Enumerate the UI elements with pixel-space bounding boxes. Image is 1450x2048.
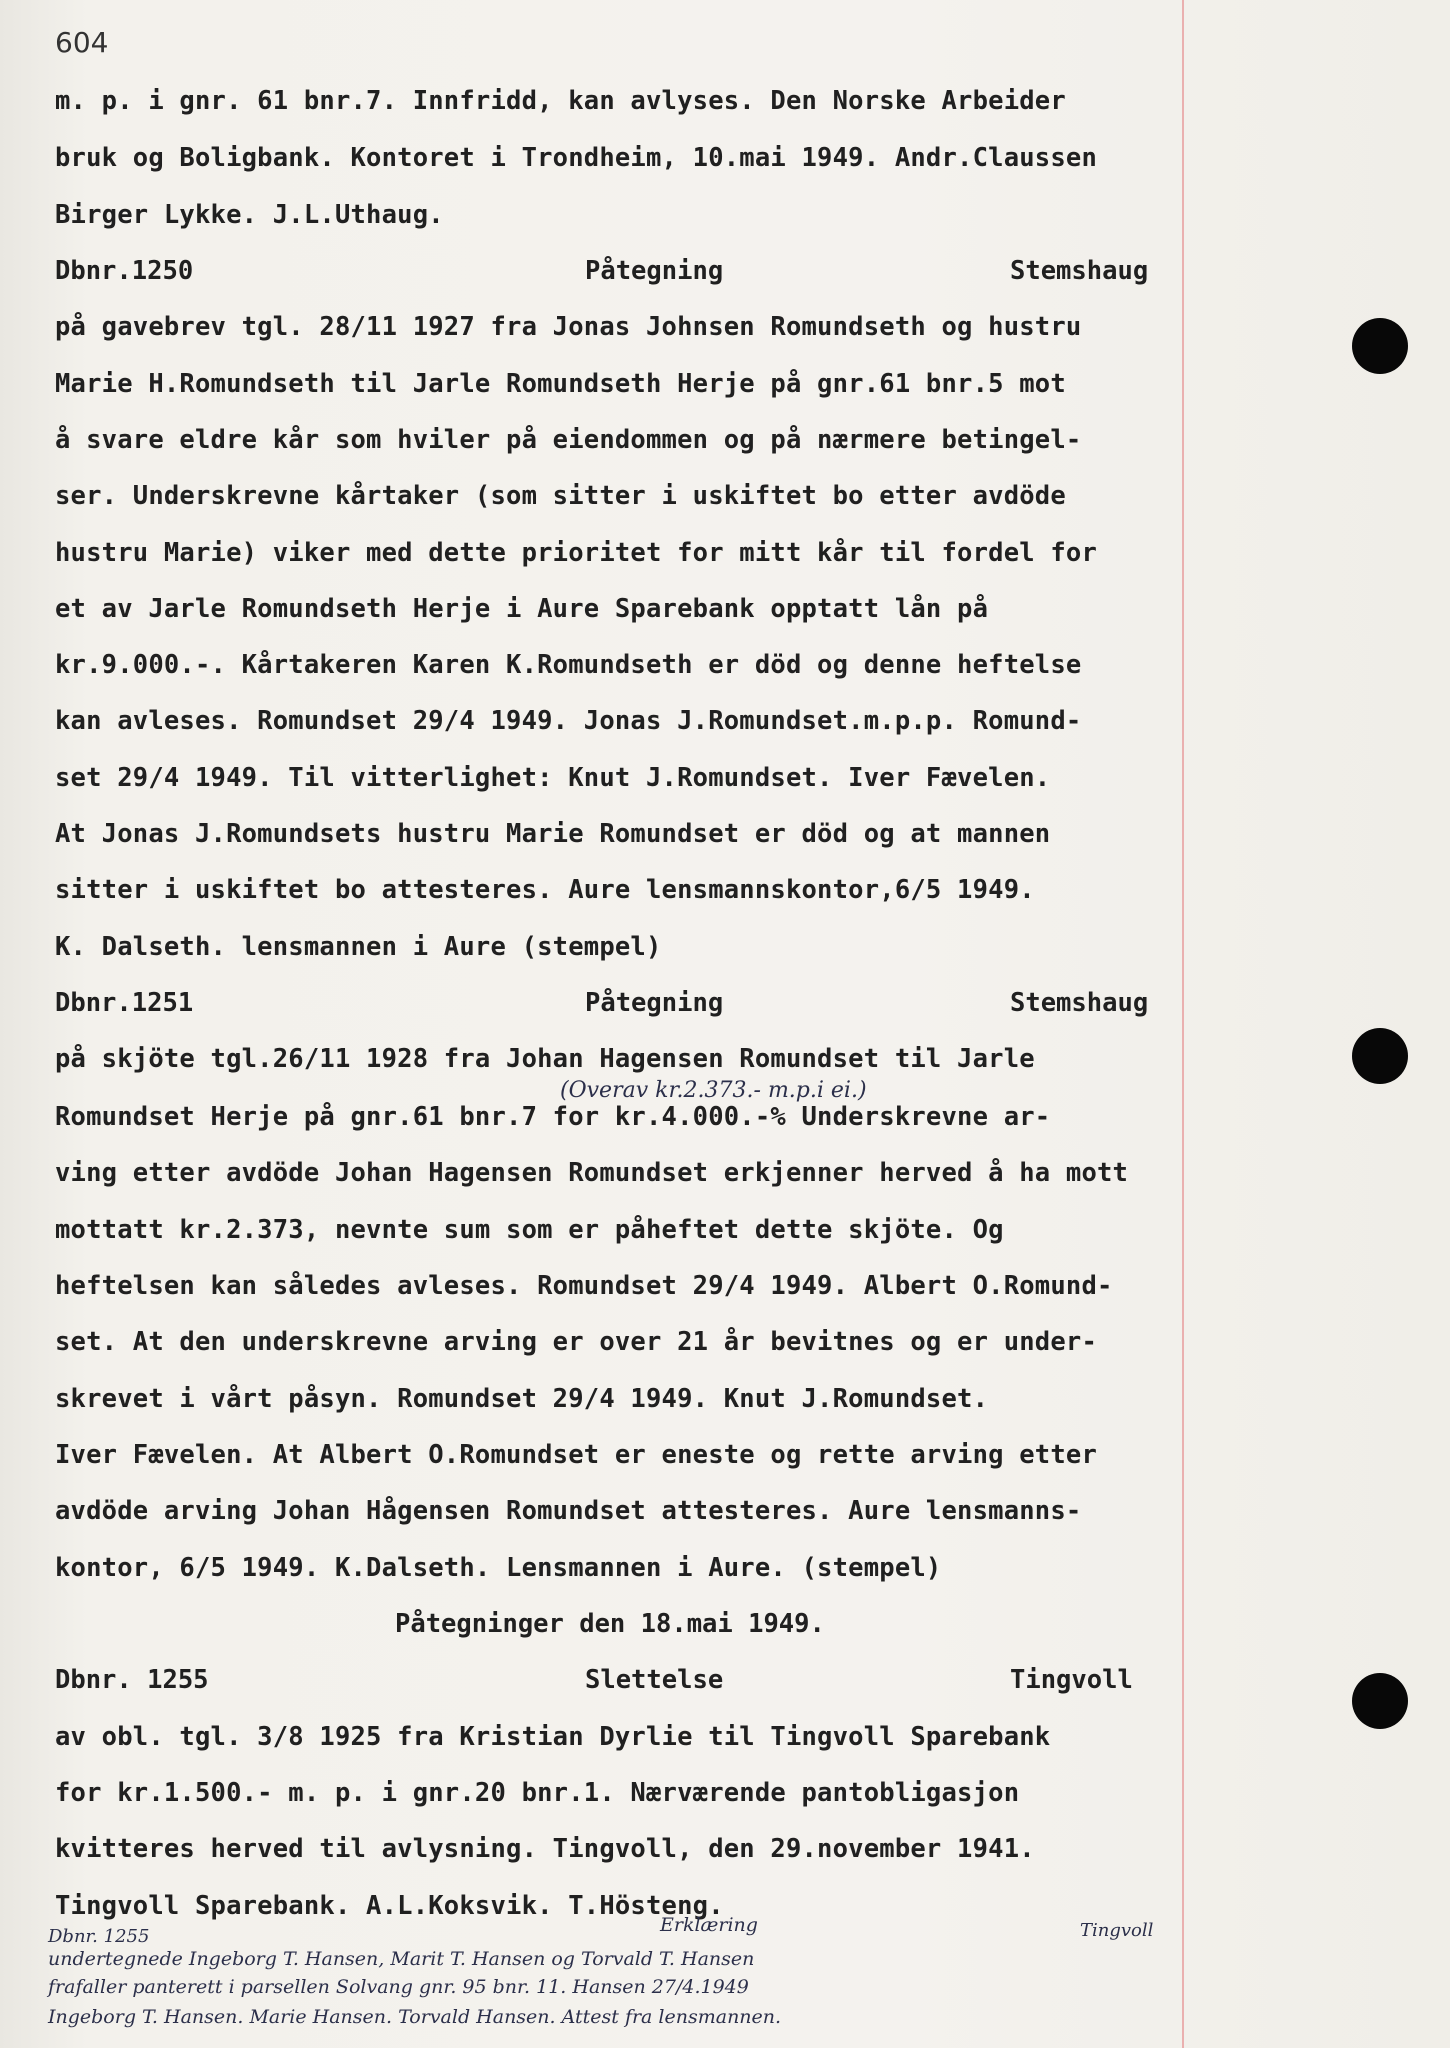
text-line: et av Jarle Romundseth Herje i Aure Sparebank opptatt lån på: [55, 594, 989, 624]
text-line: på gavebrev tgl. 28/11 1927 fra Jonas Johnsen Romundseth og hustru: [55, 312, 1082, 342]
section-heading: Påtegninger den 18.mai 1949.: [395, 1609, 825, 1639]
handwritten-place: Tingvoll: [1080, 1920, 1154, 1941]
entry-type: Påtegning: [585, 988, 724, 1018]
text-line: skrevet i vårt påsyn. Romundset 29/4 1949. Knut J.Romundset.: [55, 1384, 989, 1414]
punch-hole-2: [1352, 1028, 1408, 1084]
text-line: sitter i uskiftet bo attesteres. Aure lensmannskontor,6/5 1949.: [55, 875, 1035, 905]
text-line: ving etter avdöde Johan Hagensen Romundset erkjenner herved å ha mott: [55, 1158, 1129, 1188]
text-line: K. Dalseth. lensmannen i Aure (stempel): [55, 932, 662, 962]
text-line: mottatt kr.2.373, nevnte sum som er påheftet dette skjöte. Og: [55, 1215, 1004, 1245]
text-line: kan avleses. Romundset 29/4 1949. Jonas J.Romundset.m.p.p. Romund-: [55, 706, 1082, 736]
text-line: kr.9.000.-. Kårtakeren Karen K.Romundseth er död og denne heftelse: [55, 650, 1082, 680]
text-line: å svare eldre kår som hviler på eiendommen og på nærmere betingel-: [55, 425, 1082, 455]
handwritten-line: Ingeborg T. Hansen. Marie Hansen. Torvald Hansen. Attest fra lensmannen.: [48, 2006, 782, 2028]
handwritten-line: frafaller panterett i parsellen Solvang gnr. 95 bnr. 11. Hansen 27/4.1949: [48, 1976, 749, 1998]
insertion-note: (Overav kr.2.373.- m.p.i ei.): [560, 1078, 867, 1103]
entry-dbnr: Dbnr.1250: [55, 256, 194, 286]
text-line: ser. Underskrevne kårtaker (som sitter i uskiftet bo etter avdöde: [55, 481, 1066, 511]
text-line: for kr.1.500.- m. p. i gnr.20 bnr.1. Nærværende pantobligasjon: [55, 1778, 1020, 1808]
text-line: avdöde arving Johan Hågensen Romundset attesteres. Aure lensmanns-: [55, 1496, 1082, 1526]
text-line: hustru Marie) viker med dette prioritet for mitt kår til fordel for: [55, 538, 1098, 568]
handwritten-dbnr: Dbnr. 1255: [48, 1926, 150, 1947]
text-line: m. p. i gnr. 61 bnr.7. Innfridd, kan avlyses. Den Norske Arbeider: [55, 86, 1066, 116]
punch-hole-1: [1352, 318, 1408, 374]
entry-place: Tingvoll: [1010, 1665, 1133, 1695]
text-line: kvitteres herved til avlysning. Tingvoll, den 29.november 1941.: [55, 1834, 1035, 1864]
punch-hole-3: [1352, 1673, 1408, 1729]
entry-place: Stemshaug: [1010, 988, 1149, 1018]
text-line: At Jonas J.Romundsets hustru Marie Romundset er död og at mannen: [55, 819, 1051, 849]
text-line: Marie H.Romundseth til Jarle Romundseth Herje på gnr.61 bnr.5 mot: [55, 369, 1066, 399]
text-line: Birger Lykke. J.L.Uthaug.: [55, 200, 444, 230]
text-line: Romundset Herje på gnr.61 bnr.7 for kr.4.000.-% Underskrevne ar-: [55, 1102, 1051, 1132]
margin-line: [1182, 0, 1184, 2048]
text-line: Iver Fævelen. At Albert O.Romundset er eneste og rette arving etter: [55, 1440, 1098, 1470]
text-line: kontor, 6/5 1949. K.Dalseth. Lensmannen i Aure. (stempel): [55, 1553, 942, 1583]
text-line: set. At den underskrevne arving er over 21 år bevitnes og er under-: [55, 1327, 1098, 1357]
text-line: heftelsen kan således avleses. Romundset 29/4 1949. Albert O.Romund-: [55, 1271, 1113, 1301]
page-number: 604: [55, 26, 109, 59]
handwritten-line: undertegnede Ingeborg T. Hansen, Marit T. Hansen og Torvald T. Hansen: [48, 1948, 755, 1970]
text-line: bruk og Boligbank. Kontoret i Trondheim, 10.mai 1949. Andr.Claussen: [55, 143, 1098, 173]
text-line: på skjöte tgl.26/11 1928 fra Johan Hagensen Romundset til Jarle: [55, 1044, 1035, 1074]
entry-place: Stemshaug: [1010, 256, 1149, 286]
entry-type: Påtegning: [585, 256, 724, 286]
entry-type: Slettelse: [585, 1665, 724, 1695]
entry-dbnr: Dbnr.1251: [55, 988, 194, 1018]
text-line: Tingvoll Sparebank. A.L.Koksvik. T.Hösteng.: [55, 1891, 724, 1921]
text-line: set 29/4 1949. Til vitterlighet: Knut J.Romundset. Iver Fævelen.: [55, 763, 1051, 793]
entry-dbnr: Dbnr. 1255: [55, 1665, 209, 1695]
text-line: av obl. tgl. 3/8 1925 fra Kristian Dyrlie til Tingvoll Sparebank: [55, 1722, 1051, 1752]
handwritten-title: Erklæring: [660, 1914, 758, 1936]
